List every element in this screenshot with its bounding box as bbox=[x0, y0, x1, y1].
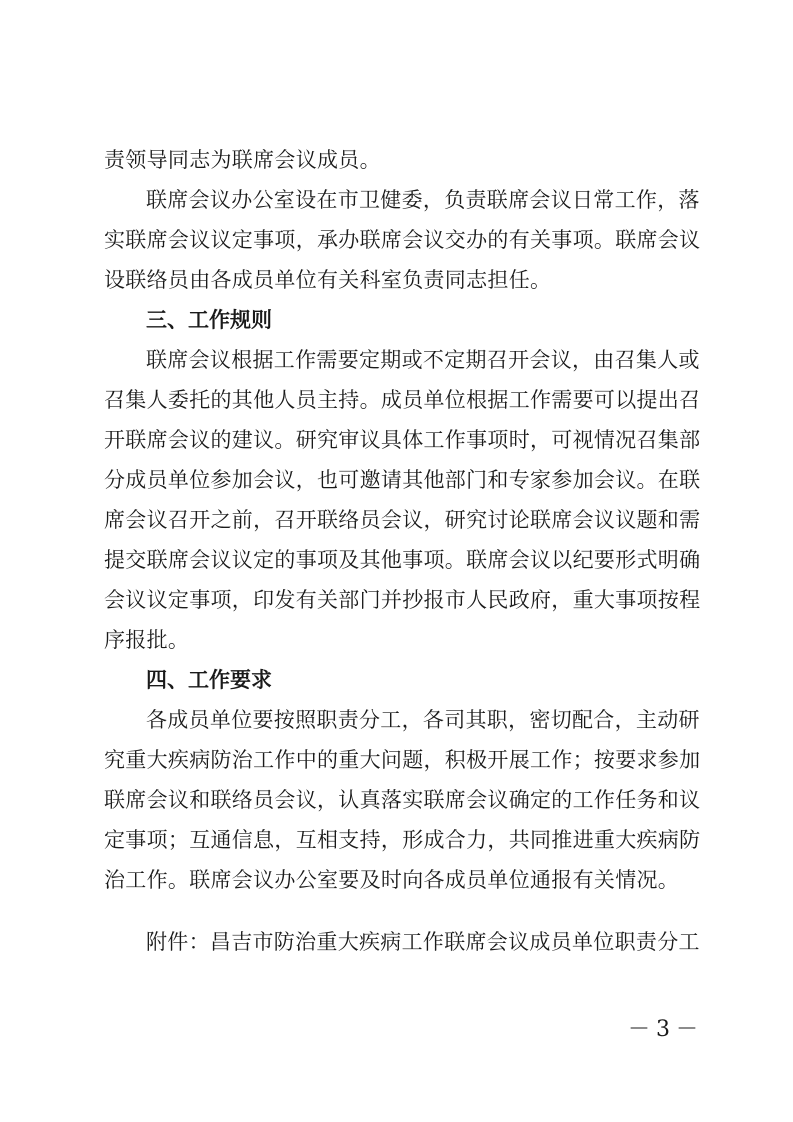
page-number: －3－ bbox=[628, 1017, 704, 1042]
body-line: 各成员单位要按照职责分工，各司其职，密切配合，主动研 bbox=[146, 708, 700, 732]
paragraph-work-requirements bbox=[104, 700, 701, 900]
body-line: 究重大疾病防治工作中的重大问题，积极开展工作；按要求参加 bbox=[104, 748, 701, 772]
paragraph-work-rules bbox=[104, 340, 701, 660]
body-line: 序报批。 bbox=[104, 628, 190, 652]
body-line: 联席会议办公室设在市卫健委，负责联席会议日常工作，落 bbox=[146, 188, 700, 212]
section-heading-work-requirements: 四、工作要求 bbox=[146, 668, 272, 692]
section-heading-work-rules: 三、工作规则 bbox=[146, 308, 272, 332]
body-line: 责领导同志为联席会议成员。 bbox=[104, 148, 381, 172]
body-line: 分成员单位参加会议，也可邀请其他部门和专家参加会议。在联 bbox=[104, 468, 701, 492]
body-line: 实联席会议议定事项，承办联席会议交办的有关事项。联席会议 bbox=[104, 228, 701, 252]
body-line: 席会议召开之前，召开联络员会议，研究讨论联席会议议题和需 bbox=[104, 508, 701, 532]
paragraph-office bbox=[104, 180, 701, 300]
body-line: 定事项；互通信息，互相支持，形成合力，共同推进重大疾病防 bbox=[104, 828, 701, 852]
body-line: 提交联席会议议定的事项及其他事项。联席会议以纪要形式明确 bbox=[104, 548, 701, 572]
attachment-note: 附件：昌吉市防治重大疾病工作联席会议成员单位职责分工 bbox=[146, 930, 700, 954]
body-line: 召集人委托的其他人员主持。成员单位根据工作需要可以提出召 bbox=[104, 388, 701, 412]
body-line: 设联络员由各成员单位有关科室负责同志担任。 bbox=[104, 268, 552, 292]
body-line: 治工作。联席会议办公室要及时向各成员单位通报有关情况。 bbox=[104, 868, 680, 892]
body-line: 开联席会议的建议。研究审议具体工作事项时，可视情况召集部 bbox=[104, 428, 701, 452]
body-line: 会议议定事项，印发有关部门并抄报市人民政府，重大事项按程 bbox=[104, 588, 701, 612]
document-body bbox=[104, 140, 701, 962]
body-line: 联席会议和联络员会议，认真落实联席会议确定的工作任务和议 bbox=[104, 788, 701, 812]
body-line: 联席会议根据工作需要定期或不定期召开会议，由召集人或 bbox=[146, 348, 700, 372]
